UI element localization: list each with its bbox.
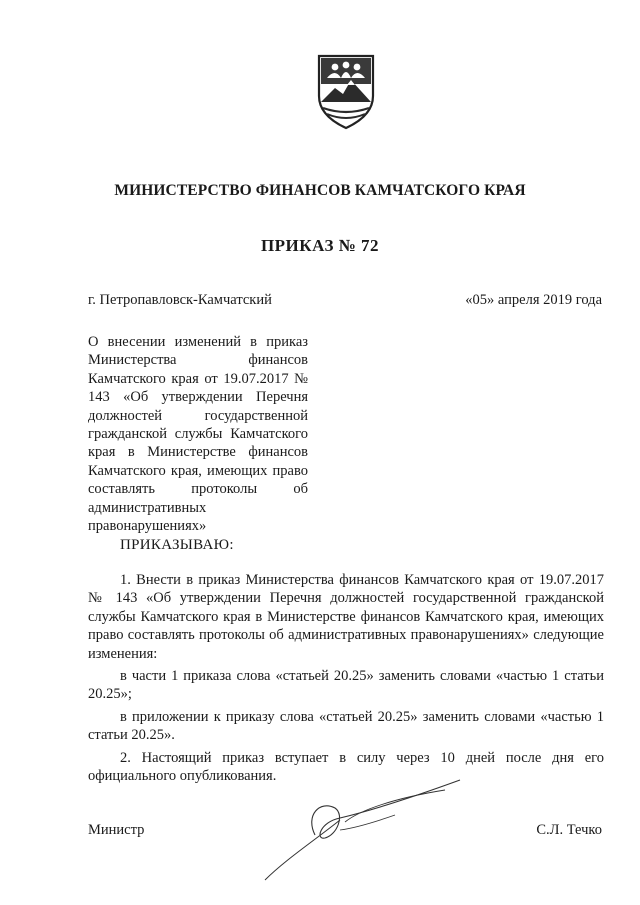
city-label: г. Петропавловск-Камчатский [88,292,272,308]
signatory-role: Министр [88,822,145,838]
orders-heading: ПРИКАЗЫВАЮ: [120,537,234,553]
body-paragraph-3: в приложении к приказу слова «статьей 20.25» заменить словами «частью 1 статьи 20.25». [88,708,604,744]
ministry-name: МИНИСТЕРСТВО ФИНАНСОВ КАМЧАТСКОГО КРАЯ [114,182,526,199]
body-paragraph-1: 1. Внести в приказ Министерства финансов Камчатского края от 19.07.2017 № 143 «Об утверждении Перечня должностей государственной гражданской службы Камчатского края в Министерстве финансов Камчатского края, имеющих право составлять протоколы об административных правонарушениях» следующие изменения: [88,572,604,662]
order-subject: О внесении изменений в приказ Министерства финансов Камчатского края от 19.07.2017 № 143 «Об утверждении Перечня должностей государственной гражданской службы Камчатского края в Министерстве финансов Камчатского края, имеющих право составлять протоколы об административных правонарушениях» [88,334,308,535]
body-paragraph-4: 2. Настоящий приказ вступает в силу через 10 дней после дня его официального опубликования. [88,749,604,785]
order-title: ПРИКАЗ № 72 [260,236,380,255]
order-date: «05» апреля 2019 года [465,292,602,308]
body-paragraph-2: в части 1 приказа слова «статьей 20.25» заменить словами «частью 1 статьи 20.25»; [88,668,604,703]
order-body [88,571,604,789]
handwritten-signature-icon [245,760,475,890]
signatory-name: С.Л. Течко [536,822,602,838]
kamchatka-coat-of-arms-icon [315,50,377,130]
